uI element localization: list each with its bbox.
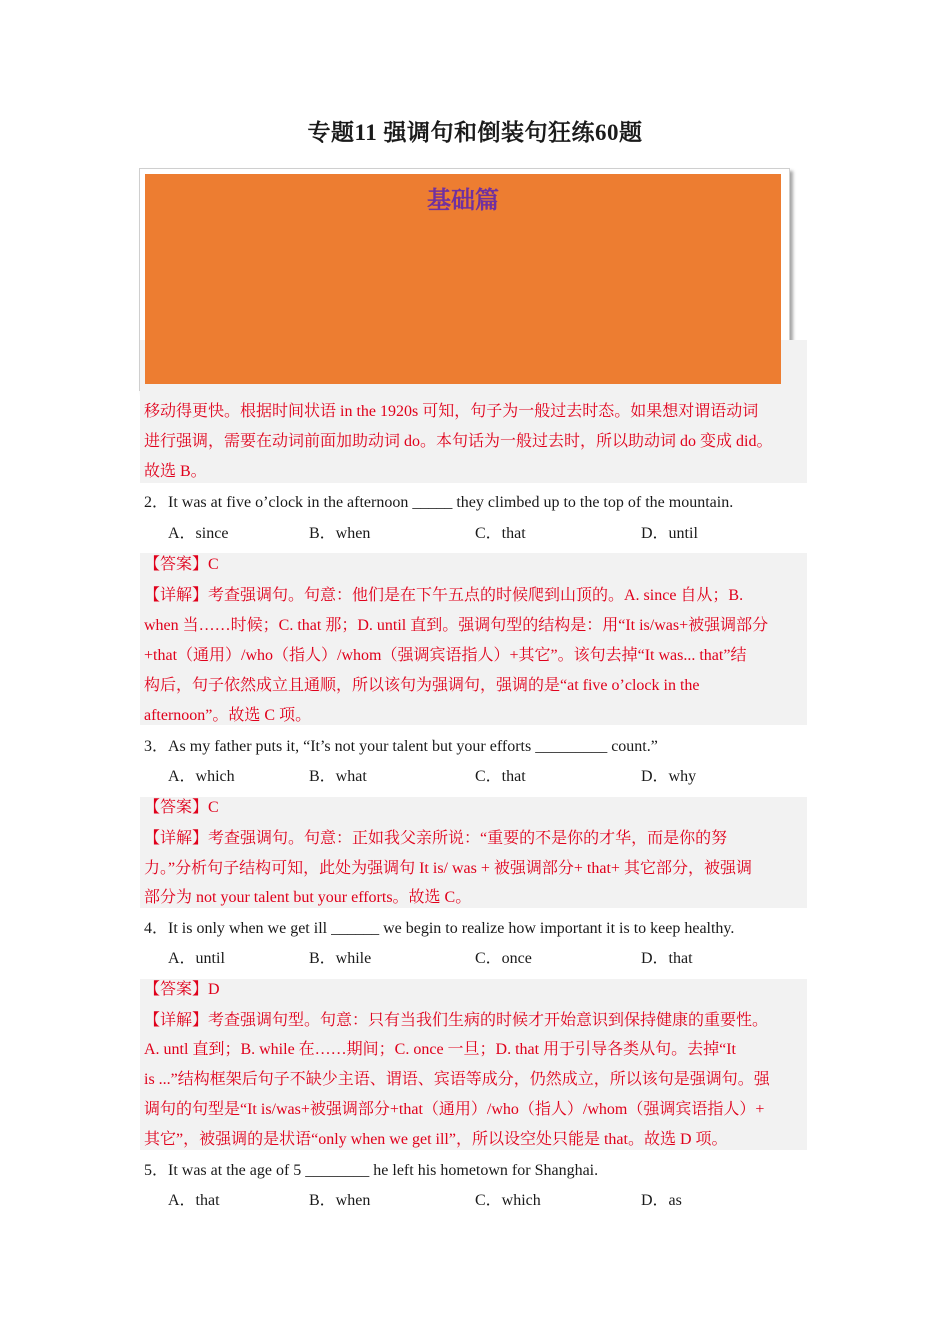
banner-box (145, 174, 781, 384)
answer-line: 【答案】D (144, 981, 220, 998)
option-b: B．when (309, 525, 371, 542)
analysis-line: +that（通用）/who（指人）/whom（强调宾语指人）+其它”。该句去掉“It was... that”结 (144, 647, 747, 664)
analysis-line: 【详解】考查强调句型。句意：只有当我们生病的时候才开始意识到保持健康的重要性。 (144, 1012, 769, 1029)
option-c: C．that (475, 525, 526, 542)
answer-shade (140, 553, 807, 725)
answer-line: 【答案】C (144, 799, 219, 816)
analysis-line: is ...”结构框架后句子不缺少主语、谓语、宾语等成分，仍然成立，所以该句是强调句。强 (144, 1071, 770, 1088)
option-a: A．that (168, 1192, 220, 1209)
analysis-line: 调句的句型是“It is/was+被强调部分+that（通用）/who（指人）/whom（强调宾语指人）+ (144, 1101, 765, 1118)
option-d: D．as (641, 1192, 682, 1209)
analysis-line: afternoon”。故选 C 项。 (144, 707, 312, 724)
analysis-line: 构后，句子依然成立且通顺，所以该句为强调句，强调的是“at five o’clock in the (144, 677, 700, 694)
option-c: C．that (475, 768, 526, 785)
question-stem: 3．As my father puts it, “It’s not your talent but your efforts _________ count.” (144, 738, 658, 755)
analysis-line: when 当……时候；C. that 那；D. until 直到。强调句型的结构是：用“It is/was+被强调部分 (144, 617, 769, 634)
option-a: A．since (168, 525, 229, 542)
analysis-line: 【详解】考查强调句。句意：正如我父亲所说：“重要的不是你的才华，而是你的努 (144, 830, 728, 847)
option-b: B．while (309, 950, 372, 967)
option-c: C．which (475, 1192, 541, 1209)
analysis-line: 部分为 not your talent but your efforts。故选 C。 (144, 889, 472, 906)
question-stem: 4．It is only when we get ill ______ we begin to realize how important it is to keep healthy. (144, 920, 735, 937)
answer-shade (140, 979, 807, 1150)
option-d: D．that (641, 950, 693, 967)
question-stem: 2．It was at five o’clock in the afternoon _____ they climbed up to the top of the mountain. (144, 494, 734, 511)
option-b: B．what (309, 768, 367, 785)
page-title: 专题11 强调句和倒装句狂练60题 (307, 120, 643, 145)
answer-line: 【答案】C (144, 556, 219, 573)
option-c: C．once (475, 950, 532, 967)
q1-analysis-line: 移动得更快。根据时间状语 in the 1920s 可知，句子为一般过去时态。如果想对谓语动词 (144, 403, 759, 420)
option-a: A．until (168, 950, 225, 967)
option-d: D．why (641, 768, 697, 785)
analysis-line: 其它”，被强调的是状语“only when we get ill”，所以设空处只能是 that。故选 D 项。 (144, 1131, 728, 1148)
banner-title: 基础篇 (427, 188, 499, 214)
option-a: A．which (168, 768, 235, 785)
q1-analysis-line: 进行强调，需要在动词前面加助动词 do。本句话为一般过去时，所以助动词 do 变成 did。 (144, 433, 773, 450)
option-d: D．until (641, 525, 698, 542)
q1-analysis-line: 故选 B。 (144, 463, 207, 480)
question-stem: 5．It was at the age of 5 ________ he left his hometown for Shanghai. (144, 1162, 599, 1179)
analysis-line: 【详解】考查强调句。句意：他们是在下午五点的时候爬到山顶的。A. since 自从；B. (144, 587, 744, 604)
option-b: B．when (309, 1192, 371, 1209)
analysis-line: 力。”分析句子结构可知，此处为强调句 It is/ was + 被强调部分+ that+ 其它部分，被强调 (144, 860, 752, 877)
analysis-line: A. untl 直到；B. while 在……期间；C. once 一旦；D. that 用于引导各类从句。去掉“It (144, 1041, 736, 1058)
